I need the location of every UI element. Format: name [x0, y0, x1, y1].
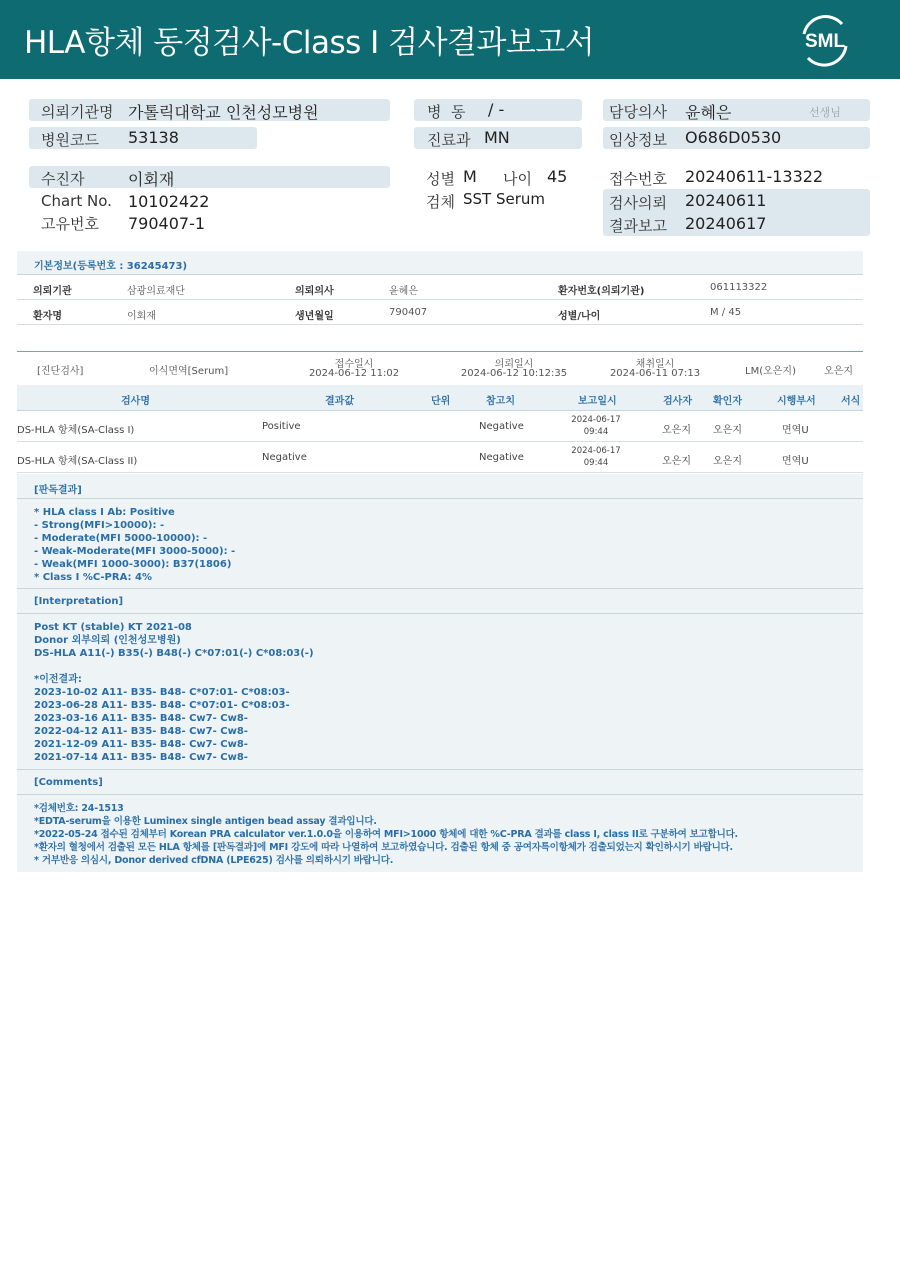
- section-body: [17, 795, 863, 867]
- section-line: Donor 외부의뢰 (인천성모병원): [34, 635, 181, 646]
- clinical-value: O686D0530: [685, 128, 782, 147]
- sml-logo: [796, 12, 854, 68]
- test-meta-row: [17, 351, 863, 385]
- ward-value: / -: [488, 100, 505, 119]
- tester: 오은지: [662, 456, 691, 467]
- basic-value: M / 45: [710, 307, 742, 318]
- request-value: 20240611: [685, 191, 767, 210]
- comments-section: [17, 770, 863, 872]
- section-title: [Comments]: [17, 770, 863, 795]
- meta-lm: LM(오은지): [745, 366, 796, 377]
- report-time: 09:44: [583, 427, 609, 437]
- section-body: [17, 499, 863, 584]
- section-line: *이전결과:: [34, 674, 82, 685]
- section-line: - Weak-Moderate(MFI 3000-5000): -: [34, 546, 236, 557]
- checker: 오은지: [713, 456, 742, 467]
- report-date: 2024-06-17: [571, 415, 621, 425]
- sex-label: 성별: [426, 170, 455, 188]
- collected-value: 2024-06-11 07:13: [609, 368, 701, 379]
- age-label: 나이: [503, 170, 532, 188]
- age-value: 45: [547, 167, 568, 186]
- col-checker: 확인자: [713, 396, 742, 407]
- section-line: * 거부반응 의심시, Donor derived cfDNA (LPE625) 검사를 의뢰하시기 바랍니다.: [34, 855, 394, 866]
- dept: 면역U: [782, 425, 809, 436]
- col-form: 서식: [841, 396, 861, 407]
- section-title: [Interpretation]: [17, 589, 863, 614]
- chart-value: 10102422: [128, 192, 210, 211]
- specimen-label: 검체: [426, 193, 455, 211]
- basic-key: 의뢰의사: [295, 286, 334, 297]
- tester: 오은지: [662, 425, 691, 436]
- section-line: 2023-06-28 A11- B35- B48- C*07:01- C*08:03-: [34, 700, 290, 711]
- col-result: 결과값: [325, 396, 354, 407]
- dept-label: 진료과: [427, 131, 471, 149]
- basic-info-title: 기본정보(등록번호 : 36245473): [17, 251, 863, 275]
- col-reference: 참고치: [486, 396, 515, 407]
- section-line: [34, 660, 863, 673]
- request-label: 검사의뢰: [609, 194, 667, 212]
- clinical-label: 임상정보: [609, 131, 667, 149]
- table-row: [17, 411, 863, 442]
- ward-label: 병 동: [427, 103, 466, 121]
- section-line: 2021-07-14 A11- B35- B48- Cw7- Cw8-: [34, 752, 248, 763]
- section-line: * Class I %C-PRA: 4%: [34, 572, 152, 583]
- test-reference: Negative: [479, 452, 524, 463]
- logo-text: SML: [804, 31, 846, 52]
- report-header: [0, 0, 900, 79]
- received-label: 접수일시: [334, 359, 374, 370]
- report-label: 결과보고: [609, 217, 667, 235]
- basic-value: 이회재: [127, 311, 156, 322]
- dept: 면역U: [782, 456, 809, 467]
- requested-value: 2024-06-12 10:12:35: [460, 368, 568, 379]
- col-test-name: 검사명: [121, 396, 150, 407]
- report-time: 09:44: [583, 458, 609, 468]
- basic-key: 의뢰기관: [33, 286, 72, 297]
- table-row: [17, 300, 863, 325]
- meta-category: [진단검사]: [37, 366, 84, 377]
- doctor-honorific: 선생님: [809, 106, 841, 119]
- receipt-label: 접수번호: [609, 170, 667, 188]
- section-line: 2023-10-02 A11- B35- B48- C*07:01- C*08:03-: [34, 687, 290, 698]
- section-line: DS-HLA A11(-) B35(-) B48(-) C*07:01(-) C*08:03(-): [34, 648, 314, 659]
- section-line: - Weak(MFI 1000-3000): B37(1806): [34, 559, 232, 570]
- report-date: 2024-06-17: [571, 446, 621, 456]
- meta-reviewer: 오은지: [824, 366, 853, 377]
- hospital-code-value: 53138: [128, 128, 179, 147]
- sex-value: M: [463, 167, 477, 186]
- chart-label: Chart No.: [41, 192, 112, 210]
- section-line: 2021-12-09 A11- B35- B48- Cw7- Cw8-: [34, 739, 248, 750]
- meta-specimen: 이식면역[Serum]: [149, 366, 229, 377]
- doctor-label: 담당의사: [609, 103, 667, 121]
- col-dept: 시행부서: [777, 396, 816, 407]
- test-value: Negative: [262, 452, 307, 463]
- doctor-value: 윤혜은: [685, 103, 732, 122]
- basic-value: 061113322: [710, 282, 768, 293]
- unique-label: 고유번호: [41, 215, 99, 233]
- received-value: 2024-06-12 11:02: [308, 368, 400, 379]
- receipt-value: 20240611-13322: [685, 167, 824, 186]
- requested-label: 의뢰일시: [494, 359, 534, 370]
- basic-key: 환자번호(의뢰기관): [558, 286, 645, 297]
- test-name: DS-HLA 항체(SA-Class II): [17, 456, 138, 467]
- section-line: - Strong(MFI>10000): -: [34, 520, 165, 531]
- section-line: *검체번호: 24-1513: [34, 803, 124, 814]
- test-name: DS-HLA 항체(SA-Class I): [17, 425, 135, 436]
- col-report-date: 보고일시: [578, 396, 617, 407]
- section-title: [판독결과]: [17, 474, 863, 499]
- institution-value: 가톨릭대학교 인천성모병원: [128, 103, 319, 122]
- section-line: 2022-04-12 A11- B35- B48- Cw7- Cw8-: [34, 726, 248, 737]
- checker: 오은지: [713, 425, 742, 436]
- section-line: 2023-03-16 A11- B35- B48- Cw7- Cw8-: [34, 713, 248, 724]
- section-line: *EDTA-serum을 이용한 Luminex single antigen bead assay 결과입니다.: [34, 816, 377, 827]
- patient-label: 수진자: [41, 170, 85, 188]
- table-row: [17, 275, 863, 300]
- collected-label: 채취일시: [635, 359, 675, 370]
- basic-value: 삼광의료재단: [127, 286, 185, 297]
- patient-value: 이회재: [128, 170, 175, 189]
- table-row: [17, 442, 863, 473]
- hospital-code-label: 병원코드: [41, 131, 99, 149]
- test-reference: Negative: [479, 421, 524, 432]
- section-line: *환자의 혈청에서 검출된 모든 HLA 항체를 [판독결과]에 MFI 강도에 따라 나열하여 보고하였습니다. 검출된 항체 중 공여자특이항체가 검출되었는지 확인하시기 바랍니다.: [34, 842, 733, 853]
- col-unit: 단위: [431, 396, 451, 407]
- interpretation-section: [17, 589, 863, 770]
- basic-value: 윤혜은: [389, 286, 418, 297]
- unique-value: 790407-1: [128, 214, 206, 233]
- section-line: - Moderate(MFI 5000-10000): -: [34, 533, 208, 544]
- basic-key: 생년월일: [295, 311, 334, 322]
- report-title: HLA항체 동정검사-Class I 검사결과보고서: [24, 25, 595, 61]
- specimen-value: SST Serum: [463, 190, 546, 208]
- basic-key: 성별/나이: [558, 311, 601, 322]
- interpretation-result-section: [17, 474, 863, 589]
- institution-label: 의뢰기관명: [41, 103, 114, 121]
- section-line: Post KT (stable) KT 2021-08: [34, 622, 192, 633]
- section-body: [17, 614, 863, 764]
- section-line: * HLA class I Ab: Positive: [34, 507, 175, 518]
- test-value: Positive: [262, 421, 301, 432]
- dept-value: MN: [484, 128, 510, 147]
- report-value: 20240617: [685, 214, 767, 233]
- basic-info-table: [17, 251, 863, 325]
- results-header: [17, 385, 863, 411]
- basic-key: 환자명: [33, 311, 62, 322]
- section-line: *2022-05-24 접수된 검체부터 Korean PRA calculator ver.1.0.0을 이용하여 MFI>1000 항체에 대한 %C-PRA 결과를 class I, class II로 구분하여 보고합니다.: [34, 829, 738, 840]
- basic-value: 790407: [389, 307, 428, 318]
- col-tester: 검사자: [663, 396, 692, 407]
